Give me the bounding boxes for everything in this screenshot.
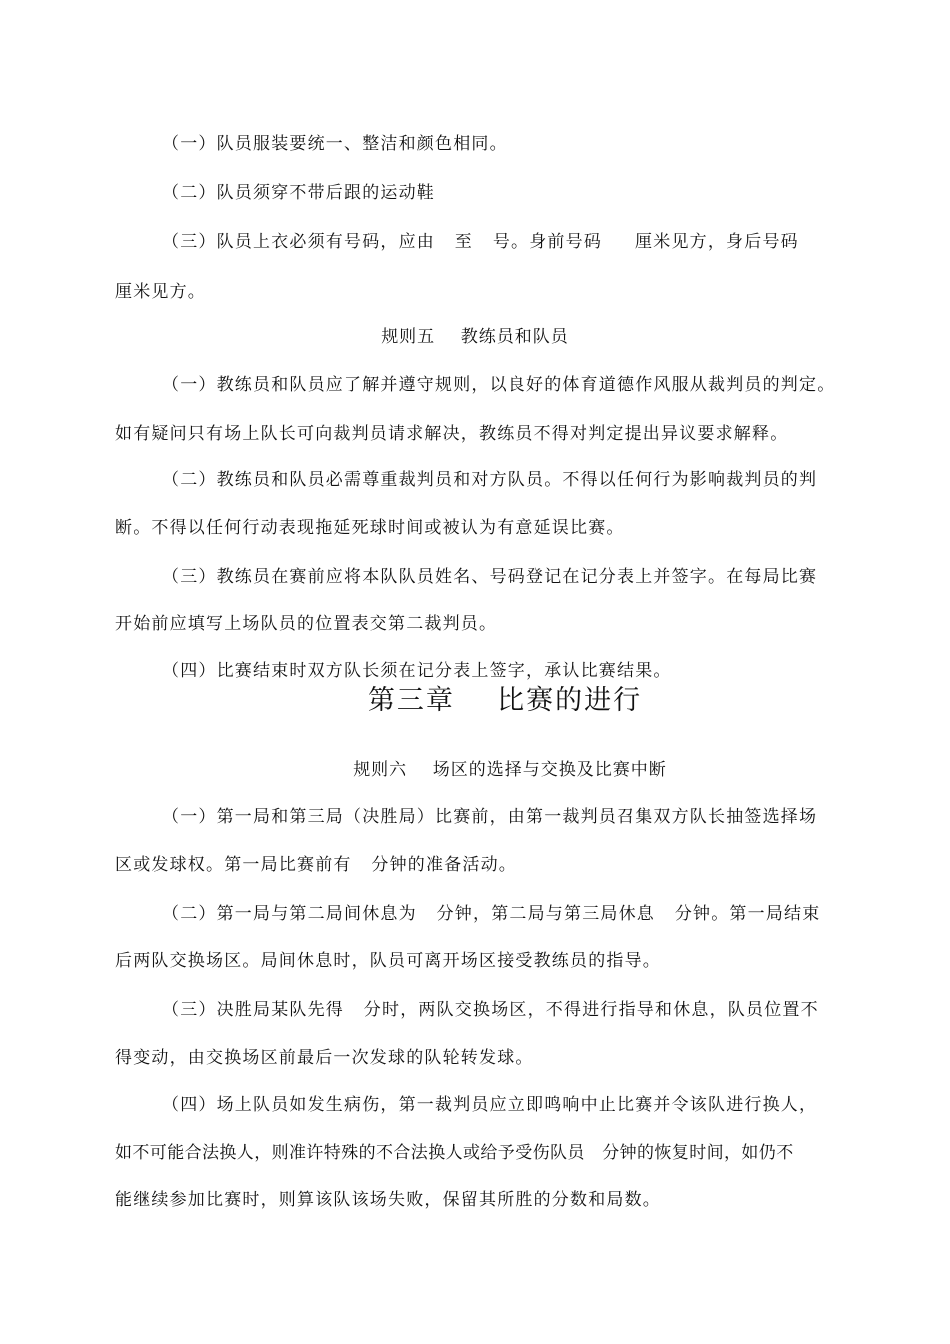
rule5-paragraph-line: （三）教练员在赛前应将本队队员姓名、号码登记在记分表上并签字。在每局比赛 (162, 567, 818, 587)
rule5-paragraph-line: 开始前应填写上场队员的位置表交第二裁判员。 (115, 614, 498, 634)
rule6-paragraph-line: 得变动，由交换场区前最后一次发球的队轮转发球。 (115, 1048, 534, 1068)
chapter-heading: 第三章 比赛的进行 (367, 685, 643, 716)
rule5-paragraph-line: （一）教练员和队员应了解并遵守规则，以良好的体育道德作风服从裁判员的判定。 (162, 375, 836, 395)
section4-item-1: （一）队员服装要统一、整洁和颜色相同。 (162, 134, 508, 154)
section4-item-3: （三）队员上衣必须有号码，应由 至 号。身前号码 厘米见方，身后号码 (162, 232, 799, 252)
rule6-paragraph-line: （一）第一局和第三局（决胜局）比赛前，由第一裁判员召集双方队长抽签选择场 (162, 807, 818, 827)
rule6-paragraph-line: （二）第一局与第二局间休息为 分钟，第二局与第三局休息 分钟。第一局结束 (162, 904, 821, 924)
section4-item-2: （二）队员须穿不带后跟的运动鞋 (162, 183, 435, 203)
section4-item-3-continued: 厘米见方。 (115, 282, 206, 302)
rule5-paragraph-line: 断。不得以任何行动表现拖延死球时间或被认为有意延误比赛。 (115, 518, 625, 538)
rule6-heading: 规则六 场区的选择与交换及比赛中断 (353, 760, 667, 780)
rule5-heading: 规则五 教练员和队员 (381, 327, 569, 347)
rule6-paragraph-line: 如不可能合法换人，则准许特殊的不合法换人或给予受伤队员 分钟的恢复时间，如仍不 (115, 1143, 794, 1163)
rule6-paragraph-line: （四）场上队员如发生病伤，第一裁判员应立即鸣响中止比赛并令该队进行换人， (162, 1095, 818, 1115)
rule5-paragraph-line: （二）教练员和队员必需尊重裁判员和对方队员。不得以任何行为影响裁判员的判 (162, 470, 818, 490)
rule6-paragraph-line: 区或发球权。第一局比赛前有 分钟的准备活动。 (115, 855, 518, 875)
rule5-paragraph-line: （四）比赛结束时双方队长须在记分表上签字，承认比赛结果。 (162, 661, 672, 681)
rule6-paragraph-line: 能继续参加比赛时，则算该队该场失败，保留其所胜的分数和局数。 (115, 1190, 661, 1210)
rule6-paragraph-line: 后两队交换场区。局间休息时，队员可离开场区接受教练员的指导。 (115, 951, 661, 971)
rule6-paragraph-line: （三）决胜局某队先得 分时，两队交换场区，不得进行指导和休息，队员位置不 (162, 1000, 819, 1020)
rule5-paragraph-line: 如有疑问只有场上队长可向裁判员请求解决，教练员不得对判定提出异议要求解释。 (115, 424, 789, 444)
